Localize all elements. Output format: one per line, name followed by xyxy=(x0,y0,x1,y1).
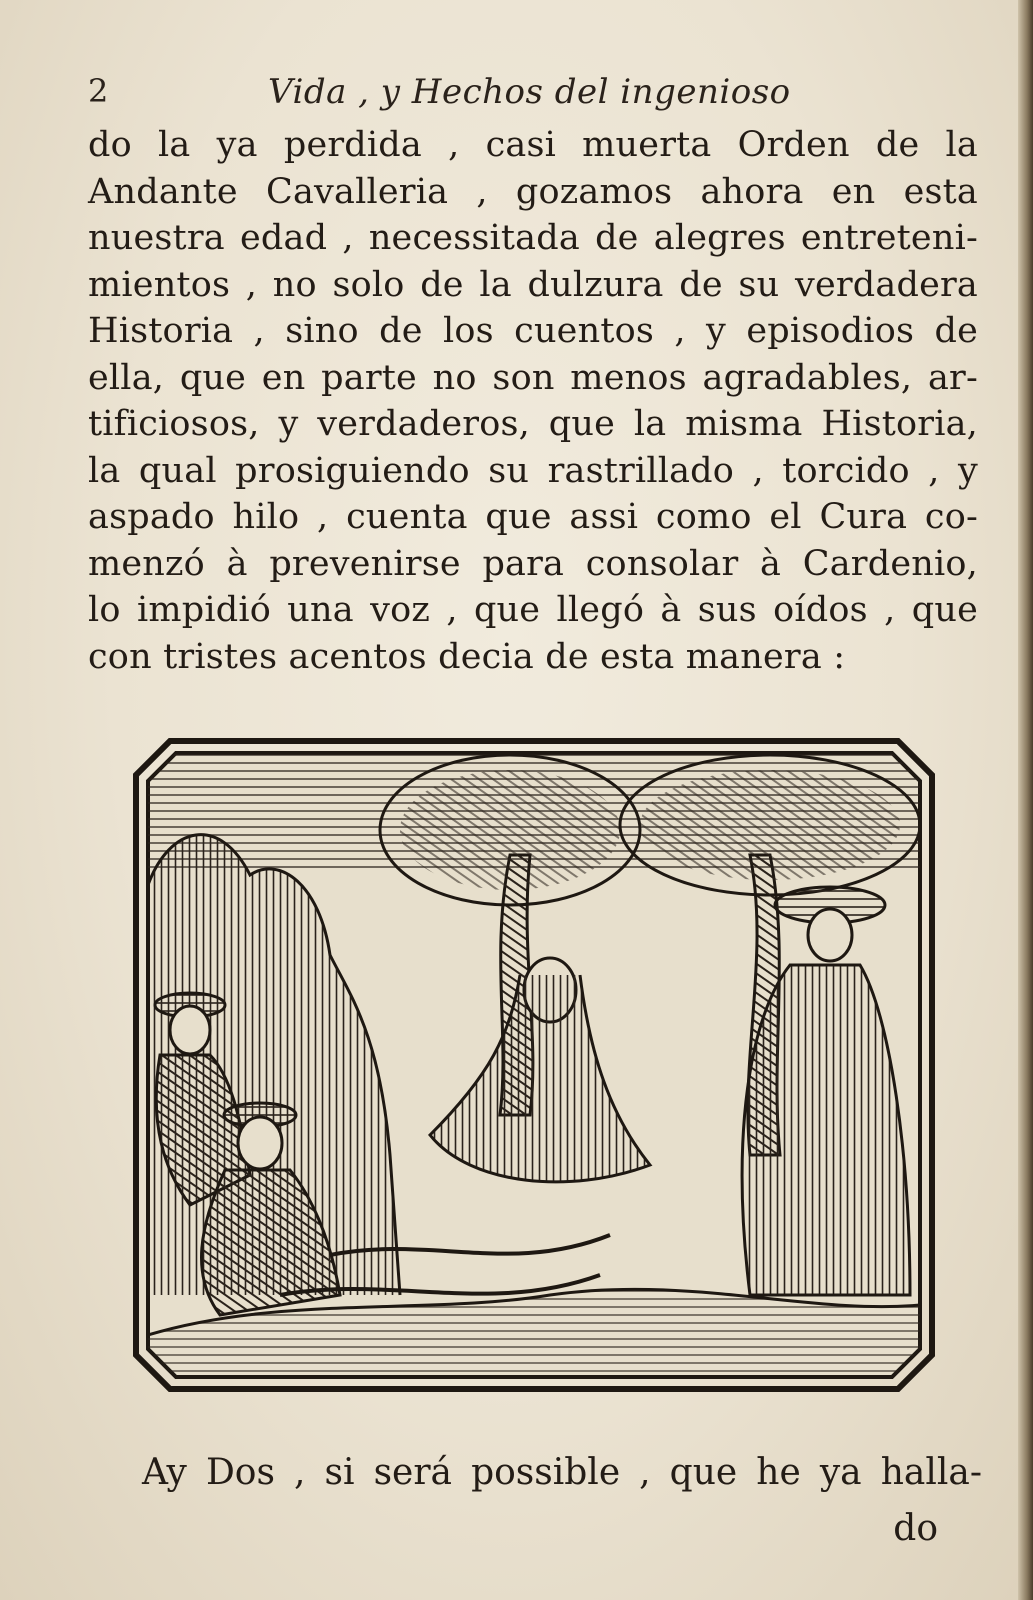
text-line: con tristes acentos decia de esta manera : xyxy=(88,636,846,677)
page-header xyxy=(88,72,968,122)
text-line: menzó à prevenirse para consolar à Cardenio, xyxy=(88,543,978,584)
catchword: do xyxy=(893,1508,938,1549)
text-line: nuestra edad , necessitada de alegres entreteni- xyxy=(88,218,978,258)
text-line: Historia , sino de los cuentos , y episodios de xyxy=(88,311,978,351)
woodcut-illustration-icon xyxy=(130,735,938,1395)
body-text xyxy=(88,122,978,680)
text-line: la qual prosiguiendo su rastrillado , torcido , y xyxy=(88,450,978,491)
page-number: 2 xyxy=(88,72,109,110)
text-line: Andante Cavalleria , gozamos ahora en esta xyxy=(88,171,978,212)
text-line: aspado hilo , cuenta que assi como el Cura co- xyxy=(88,497,978,537)
text-line: lo impidió una voz , que llegó à sus oídos , que xyxy=(88,590,978,630)
verse-line xyxy=(142,1452,982,1493)
running-head: Vida , y Hechos del ingenioso xyxy=(268,72,791,112)
page-edge xyxy=(1018,0,1033,1600)
text-line: do la ya perdida , casi muerta Orden de la xyxy=(88,125,978,165)
verse-text: Ay Dos , si será possible , que he ya halla- xyxy=(142,1452,982,1493)
text-line: ella, que en parte no son menos agradables, ar- xyxy=(88,357,978,398)
text-line: tificiosos, y verdaderos, que la misma Historia, xyxy=(88,404,978,444)
text-line: mientos , no solo de la dulzura de su verdadera xyxy=(88,264,978,305)
